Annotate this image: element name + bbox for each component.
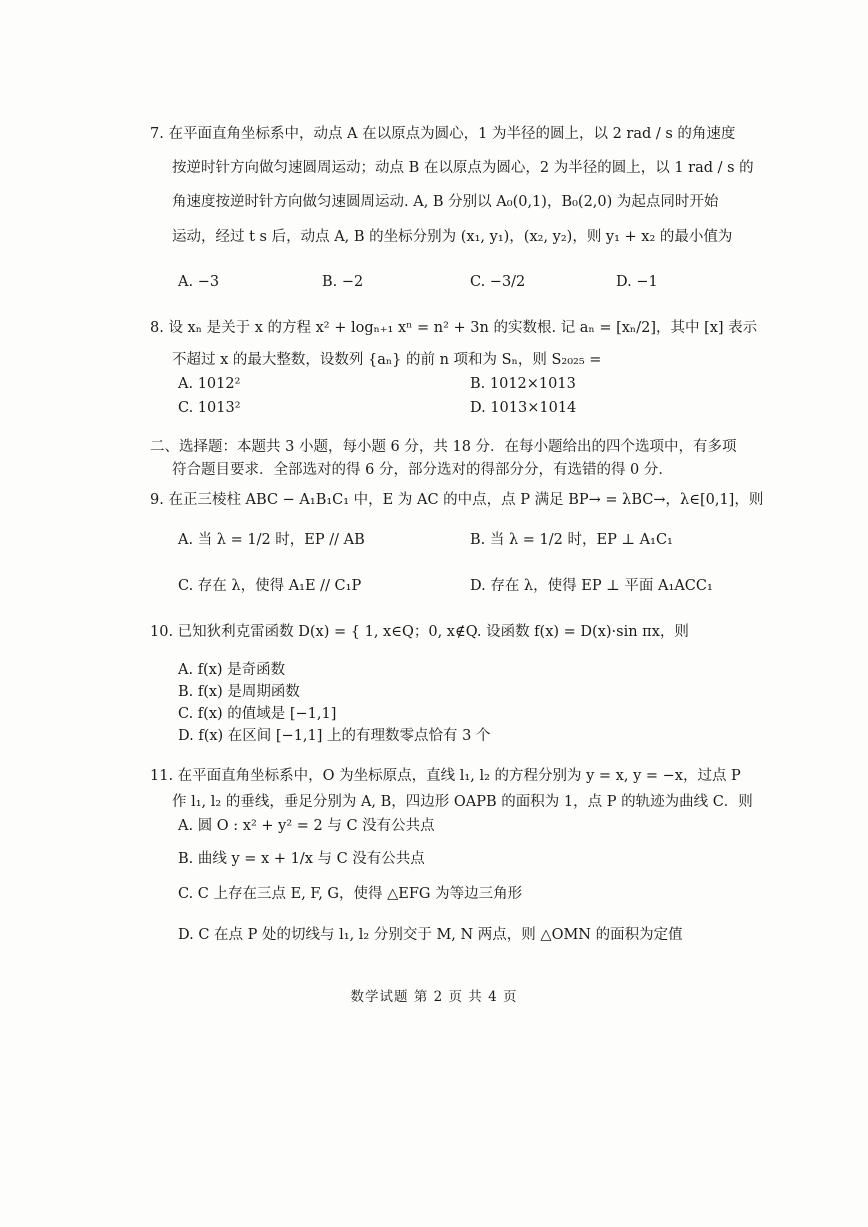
- q7-line-1: 7. 在平面直角坐标系中，动点 A 在以原点为圆心，1 为半径的圆上，以 2 rad / s 的角速度: [150, 126, 736, 142]
- q11-line-1: 11. 在平面直角坐标系中，O 为坐标原点，直线 l₁, l₂ 的方程分别为 y = x, y = −x，过点 P: [150, 768, 741, 784]
- q10-line-1: 10. 已知狄利克雷函数 D(x) = { 1, x∈Q；0, x∉Q. 设函数 f(x) = D(x)·sin πx，则: [150, 624, 689, 640]
- q11-option-b: B. 曲线 y = x + 1/x 与 C 没有公共点: [178, 851, 425, 867]
- q8-option-b: B. 1012×1013: [470, 376, 576, 392]
- q11-option-c: C. C 上存在三点 E, F, G，使得 △EFG 为等边三角形: [178, 886, 523, 902]
- q9-option-c: C. 存在 λ，使得 A₁E // C₁P: [178, 578, 362, 594]
- q7-line-2: 按逆时针方向做匀速圆周运动；动点 B 在以原点为圆心，2 为半径的圆上，以 1 rad / s 的: [172, 160, 754, 176]
- q10-option-a: A. f(x) 是奇函数: [178, 662, 286, 678]
- q9-option-a: A. 当 λ = 1/2 时，EP // AB: [178, 532, 365, 548]
- q7-line-3: 角速度按逆时针方向做匀速圆周运动. A, B 分别以 A₀(0,1)，B₀(2,0) 为起点同时开始: [172, 194, 719, 210]
- q11-option-a: A. 圆 O : x² + y² = 2 与 C 没有公共点: [178, 818, 435, 834]
- q7-option-a: A. −3: [178, 274, 220, 290]
- section-2-line-2: 符合题目要求．全部选对的得 6 分，部分选对的得部分分，有选错的得 0 分．: [172, 462, 673, 478]
- q9-option-d: D. 存在 λ，使得 EP ⊥ 平面 A₁ACC₁: [470, 578, 713, 594]
- q11-line-2: 作 l₁, l₂ 的垂线，垂足分别为 A, B，四边形 OAPB 的面积为 1，点 P 的轨迹为曲线 C．则: [172, 794, 753, 810]
- q10-option-c: C. f(x) 的值域是 [−1,1]: [178, 706, 337, 722]
- q8-option-a: A. 1012²: [178, 376, 241, 392]
- q7-option-b: B. −2: [322, 274, 364, 290]
- page-footer: 数学试题 第 2 页 共 4 页: [350, 989, 518, 1005]
- q9-line-1: 9. 在正三棱柱 ABC − A₁B₁C₁ 中，E 为 AC 的中点，点 P 满足 BP→ = λBC→，λ∈[0,1]，则: [150, 492, 764, 508]
- q7-option-c: C. −3/2: [470, 274, 526, 290]
- q8-line-2: 不超过 x 的最大整数，设数列 {aₙ} 的前 n 项和为 Sₙ，则 S₂₀₂₅ =: [172, 352, 602, 368]
- q7-option-d: D. −1: [616, 274, 658, 290]
- q10-option-b: B. f(x) 是周期函数: [178, 684, 300, 700]
- q8-line-1: 8. 设 xₙ 是关于 x 的方程 x² + logₙ₊₁ xⁿ = n² + 3n 的实数根. 记 aₙ = [xₙ/2]，其中 [x] 表示: [150, 320, 758, 336]
- q9-option-b: B. 当 λ = 1/2 时，EP ⊥ A₁C₁: [470, 532, 673, 548]
- q11-option-d: D. C 在点 P 处的切线与 l₁, l₂ 分别交于 M, N 两点，则 △OMN 的面积为定值: [178, 927, 683, 943]
- q8-option-d: D. 1013×1014: [470, 400, 577, 416]
- q8-option-c: C. 1013²: [178, 400, 241, 416]
- section-2-line-1: 二、选择题：本题共 3 小题，每小题 6 分，共 18 分．在每小题给出的四个选项中，有多项: [150, 439, 737, 455]
- q10-option-d: D. f(x) 在区间 [−1,1] 上的有理数零点恰有 3 个: [178, 728, 491, 744]
- q7-line-4: 运动，经过 t s 后，动点 A, B 的坐标分别为 (x₁, y₁)，(x₂, y₂)，则 y₁ + x₂ 的最小值为: [172, 229, 733, 245]
